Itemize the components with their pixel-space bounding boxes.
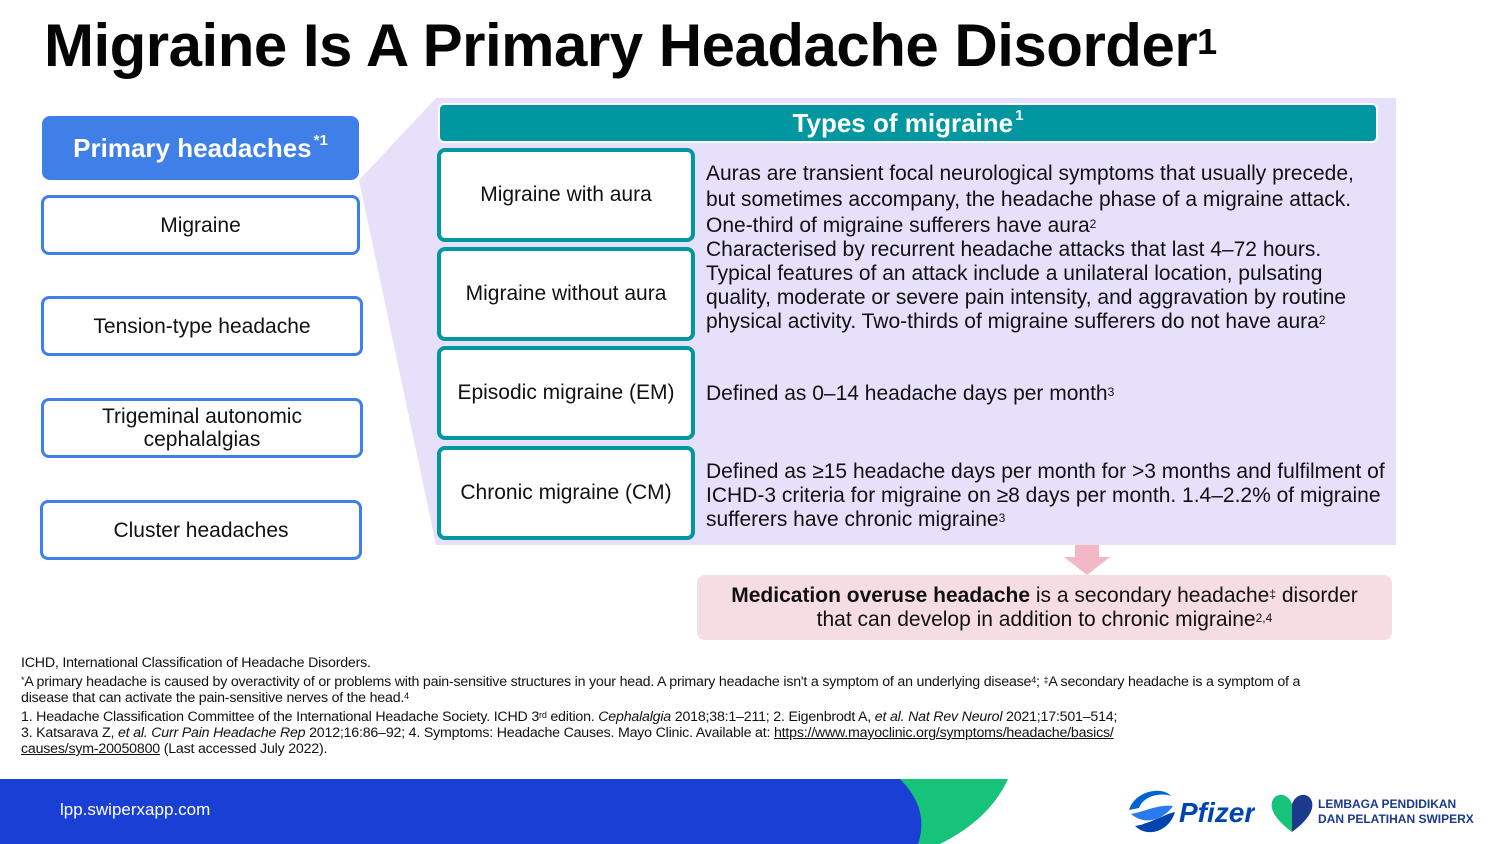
lpp-wordmark: LEMBAGA PENDIDIKAN DAN PELATIHAN SWIPERX (1318, 797, 1474, 826)
desc-chronic: Defined as ≥15 headache days per month for >3 months and fulfilment of ICHD-3 criteria for migraine on ≥8 days per month. 1.4–2.2% of migraine sufferers have chronic migraine$^3$ (706, 460, 1385, 531)
type-without-aura: Migraine without aura (437, 247, 695, 341)
site-url[interactable]: lpp.swiperxapp.com (60, 800, 211, 819)
footnote-references: 1. Headache Classification Committee of the International Headache Society. ICHD 3rd edition. Cephalalgia 2018;38:1–211; 2. Eigenbrodt A, et al. Nat Rev Neurol 2021;17:501–514; 3. Katsarava Z, et al. Curr Pain Headache Rep 2012;16:86–92; 4. Symptoms: Headache Causes. Mayo Clinic. Available at: https://www.mayoclinic.org/symptoms/headache/basics/ causes/sym-20050800 (Last accessed July 2022). (21, 709, 1118, 757)
desc-without-aura: Characterised by recurrent headache attacks that last 4–72 hours. Typical features of an attack include a unilateral location, pulsating quality, moderate or severe pain intensity, and aggravation by routine physical activity. Two-thirds of migraine sufferers do not have aura$^2$ (706, 238, 1347, 333)
type-chronic: Chronic migraine (CM) (437, 446, 695, 540)
primary-headaches-header: Primary headaches $^{*1}$ (42, 116, 359, 180)
page-title: Migraine Is A Primary Headache Disorder$^1$ (44, 12, 1217, 79)
pfizer-logo (1125, 782, 1255, 838)
primary-item-migraine: Migraine (41, 195, 360, 255)
svg-text:Pfizer: Pfizer (1179, 797, 1255, 828)
type-episodic: Episodic migraine (EM) (437, 346, 695, 440)
types-header: Types of migraine $^1$ (438, 103, 1378, 143)
down-arrow-icon (1062, 545, 1112, 577)
type-with-aura: Migraine with aura (437, 148, 695, 242)
mayo-clinic-link[interactable]: https://www.mayoclinic.org/symptoms/headache/basics/ (773, 725, 1114, 741)
primary-item-cluster: Cluster headaches (40, 500, 362, 560)
footnote-abbrev: ICHD, International Classification of Headache Disorders. (21, 655, 371, 671)
primary-item-tension: Tension-type headache (41, 296, 363, 356)
mayo-clinic-link-cont[interactable]: causes/sym-20050800 (21, 741, 160, 757)
moh-callout: Medication overuse headache is a secondary headache‡ disorder that can develop in addition to chronic migraine$^{2,4}$ (697, 575, 1392, 640)
desc-with-aura: Auras are transient focal neurological symptoms that usually precede, but sometimes accompany, the headache phase of a migraine attack. One-third of migraine sufferers have aura$^2$ (706, 162, 1354, 237)
footnote-definitions: *A primary headache is caused by overactivity of or problems with pain-sensitive structures in your head. A primary headache isn't a symptom of an underlying disease$^4$; ‡A secondary headache is a symptom of a disease that can activate the pain-sensitive nerves of the head.$^4$ (21, 674, 1301, 706)
primary-item-trigeminal: Trigeminal autonomic cephalalgias (41, 398, 363, 458)
desc-episodic: Defined as 0–14 headache days per month$^3$ (706, 382, 1115, 405)
